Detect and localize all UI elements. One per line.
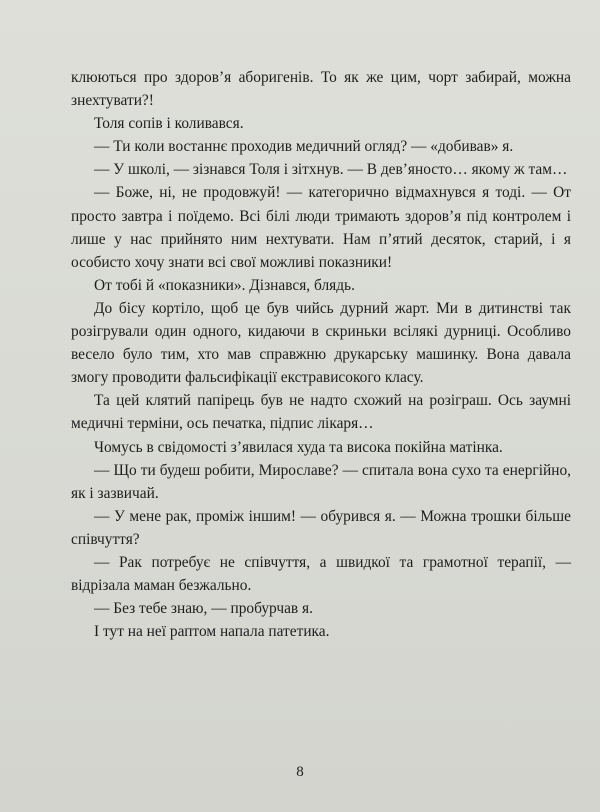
- paragraph: От тобі й «показники». Дізнався, блядь.: [94, 276, 355, 294]
- paragraph: Та цей клятий папірець був не надто схожий на розіграш. Ось заумні медичні терміни, ось печатка, підпис лікаря…: [71, 392, 571, 433]
- page-number: 8: [296, 764, 304, 780]
- paragraph: клюються про здоров’я аборигенів. То як же цим, чорт забирай, можна знехтувати?!: [71, 69, 571, 110]
- paragraph: Чомусь в свідомості з’явилася худа та висока покійна матінка.: [94, 438, 503, 456]
- paragraph: До бісу кортіло, щоб це був чийсь дурний жарт. Ми в дитинстві так розігрували один одного, кидаючи в скриньки всілякі дурниці. Особливо весело було тим, хто мав справжню друкарську машинку. Вона давала змогу проводити фальсифікації екстрависокого класу.: [71, 299, 571, 387]
- paragraph: — Що ти будеш робити, Мирославе? — спитала вона сухо та енергійно, як і зазвичай.: [71, 461, 571, 502]
- paragraph: Толя сопів і коливався.: [94, 115, 244, 133]
- paragraph: І тут на неї раптом напала патетика.: [94, 623, 330, 641]
- paragraph: — Без тебе знаю, — пробурчав я.: [94, 600, 313, 618]
- body-text: [71, 66, 571, 643]
- paragraph: — У школі, — зізнався Толя і зітхнув. — В дев’яносто… якому ж там…: [94, 161, 568, 179]
- paragraph: — Боже, ні, не продовжуй! — категорично відмахнувся я тоді. — От просто завтра і поїдемо. Всі білі люди тримають здоров’я під контролем і лише у нас прийнято ним нехтувати. Нам п’ятий десяток, старий, і я особисто хочу знати всі свої можливі показники!: [71, 184, 571, 271]
- paragraph: — Ти коли востаннє проходив медичний огляд? — «добивав» я.: [94, 138, 514, 156]
- paragraph: — Рак потребує не співчуття, а швидкої та грамотної терапії, — відрізала маман безжально.: [71, 553, 571, 595]
- paragraph: — У мене рак, проміж іншим! — обурився я. — Можна трошки більше співчуття?: [71, 507, 571, 548]
